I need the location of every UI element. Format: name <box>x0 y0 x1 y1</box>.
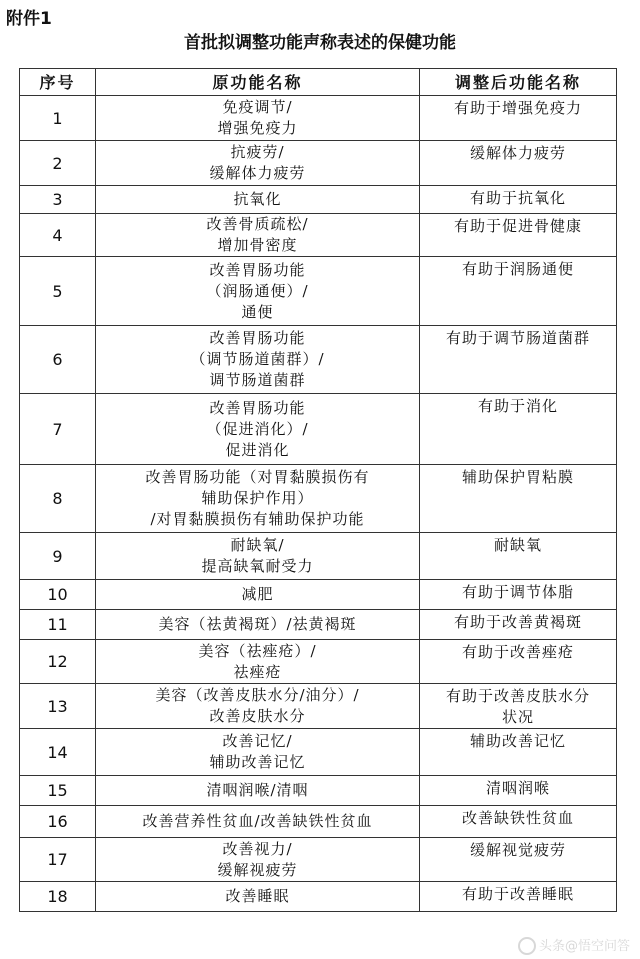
adjusted-function-cell <box>420 684 617 729</box>
original-function-cell <box>96 776 420 806</box>
adjusted-function-line: 耐缺氧 <box>493 536 542 554</box>
table-row <box>20 394 617 465</box>
row-number: 5 <box>20 257 96 326</box>
row-number: 14 <box>20 729 96 776</box>
adjusted-function-line: 有助于改善黄褐斑 <box>453 613 582 631</box>
original-function-line: 调节肠道菌群 <box>209 371 306 389</box>
adjusted-function-line: 有助于促进骨健康 <box>453 217 582 235</box>
adjusted-function-line: 有助于改善痤疮 <box>461 643 574 661</box>
attachment-label: 附件1 <box>6 9 52 29</box>
table-row <box>20 729 617 776</box>
table-row <box>20 684 617 729</box>
original-function-cell <box>96 257 420 326</box>
row-number: 6 <box>20 326 96 394</box>
original-function-cell <box>96 533 420 580</box>
original-function-line: 改善记忆/ <box>222 732 293 750</box>
row-number: 16 <box>20 806 96 838</box>
original-function-cell <box>96 684 420 729</box>
table-row <box>20 141 617 186</box>
original-function-line: （润肠通便）/ <box>206 281 309 300</box>
adjusted-function-cell <box>420 257 617 326</box>
original-function-cell <box>96 882 420 912</box>
original-function-line: 免疫调节/ <box>222 98 293 116</box>
table-row <box>20 838 617 882</box>
table-body <box>20 96 617 912</box>
adjusted-function-cell <box>420 729 617 776</box>
adjusted-function-line: 有助于消化 <box>477 397 558 415</box>
original-function-cell <box>96 394 420 465</box>
adjusted-function-line: 有助于抗氧化 <box>469 189 566 207</box>
adjusted-function-cell <box>420 326 617 394</box>
adjusted-function-cell <box>420 96 617 141</box>
original-function-cell <box>96 465 420 533</box>
original-function-line: 改善胃肠功能 <box>209 329 306 347</box>
adjusted-function-cell <box>420 465 617 533</box>
adjusted-function-cell <box>420 610 617 640</box>
adjusted-function-line: 缓解视觉疲劳 <box>469 841 566 859</box>
adjusted-function-line: 有助于润肠通便 <box>461 260 574 278</box>
row-number: 10 <box>20 580 96 610</box>
row-number: 2 <box>20 141 96 186</box>
adjusted-function-cell <box>420 640 617 684</box>
original-function-line: 改善胃肠功能（对胃黏膜损伤有 <box>145 468 370 486</box>
original-function-line: 美容（祛痤疮）/ <box>198 641 317 660</box>
adjusted-function-line: 缓解体力疲劳 <box>469 144 566 162</box>
table-row <box>20 96 617 141</box>
row-number: 4 <box>20 214 96 257</box>
original-function-cell <box>96 141 420 186</box>
adjusted-function-line: 状况 <box>501 708 534 726</box>
original-function-line: 清咽润喉/清咽 <box>206 781 309 799</box>
row-number: 8 <box>20 465 96 533</box>
adjusted-function-cell <box>420 838 617 882</box>
adjusted-function-cell <box>420 882 617 912</box>
watermark-logo-icon <box>518 937 536 955</box>
original-function-line: 耐缺氧/ <box>230 536 285 554</box>
adjusted-function-line: 辅助改善记忆 <box>469 732 566 750</box>
original-function-cell <box>96 610 420 640</box>
original-function-cell <box>96 326 420 394</box>
table-row <box>20 257 617 326</box>
original-function-line: 减肥 <box>241 585 274 603</box>
original-function-line: 提高缺氧耐受力 <box>201 557 314 575</box>
adjusted-function-line: 有助于增强免疫力 <box>453 99 582 117</box>
adjusted-function-cell <box>420 214 617 257</box>
table-row <box>20 533 617 580</box>
table-row <box>20 640 617 684</box>
original-function-line: 美容（改善皮肤水分/油分）/ <box>155 686 360 704</box>
row-number: 1 <box>20 96 96 141</box>
table-row <box>20 580 617 610</box>
watermark <box>518 935 630 956</box>
row-number: 15 <box>20 776 96 806</box>
watermark-text: 头条@悟空问答 <box>538 938 630 954</box>
original-function-line: 改善骨质疏松/ <box>206 215 309 233</box>
original-function-line: （促进消化）/ <box>206 419 309 438</box>
original-function-cell <box>96 214 420 257</box>
adjusted-function-line: 清咽润喉 <box>485 779 550 797</box>
original-function-line: /对胃黏膜损伤有辅助保护功能 <box>150 510 365 528</box>
original-function-line: 缓解视疲劳 <box>217 860 298 879</box>
table-row <box>20 776 617 806</box>
original-function-line: 改善胃肠功能 <box>209 260 306 279</box>
original-function-line: 增强免疫力 <box>217 119 298 137</box>
header-adjusted: 调整后功能名称 <box>420 69 617 96</box>
page-title: 首批拟调整功能声称表述的保健功能 <box>184 33 456 53</box>
original-function-cell <box>96 96 420 141</box>
row-number: 17 <box>20 838 96 882</box>
adjusted-function-cell <box>420 186 617 214</box>
original-function-line: 改善营养性贫血/改善缺铁性贫血 <box>142 812 373 830</box>
adjusted-function-line: 有助于调节肠道菌群 <box>445 329 590 347</box>
health-function-table <box>19 68 617 912</box>
adjusted-function-line: 改善缺铁性贫血 <box>461 809 574 827</box>
header-no: 序号 <box>20 69 96 96</box>
original-function-line: 缓解体力疲劳 <box>209 164 306 182</box>
row-number: 13 <box>20 684 96 729</box>
header-original: 原功能名称 <box>96 69 420 96</box>
adjusted-function-cell <box>420 776 617 806</box>
table-row <box>20 186 617 214</box>
original-function-line: 增加骨密度 <box>217 236 298 254</box>
original-function-cell <box>96 806 420 838</box>
table-header-row <box>20 69 617 96</box>
original-function-line: 辅助保护作用） <box>201 489 314 507</box>
original-function-line: 改善视力/ <box>222 839 293 858</box>
adjusted-function-cell <box>420 141 617 186</box>
original-function-line: 改善胃肠功能 <box>209 398 306 417</box>
original-function-line: 改善皮肤水分 <box>209 707 306 725</box>
original-function-cell <box>96 580 420 610</box>
original-function-line: 辅助改善记忆 <box>209 753 306 771</box>
adjusted-function-cell <box>420 806 617 838</box>
table-row <box>20 610 617 640</box>
original-function-line: 通便 <box>241 302 274 321</box>
row-number: 18 <box>20 882 96 912</box>
table-row <box>20 326 617 394</box>
original-function-line: （调节肠道菌群）/ <box>190 350 325 368</box>
adjusted-function-cell <box>420 394 617 465</box>
original-function-line: 抗氧化 <box>233 190 282 208</box>
original-function-cell <box>96 640 420 684</box>
original-function-line: 祛痤疮 <box>233 662 282 681</box>
adjusted-function-cell <box>420 533 617 580</box>
table-row <box>20 806 617 838</box>
row-number: 11 <box>20 610 96 640</box>
table-row <box>20 214 617 257</box>
original-function-line: 促进消化 <box>225 440 290 459</box>
adjusted-function-line: 辅助保护胃粘膜 <box>461 468 574 486</box>
original-function-cell <box>96 838 420 882</box>
original-function-line: 改善睡眠 <box>225 887 290 905</box>
table-row <box>20 465 617 533</box>
adjusted-function-line: 有助于改善皮肤水分 <box>445 687 590 705</box>
row-number: 3 <box>20 186 96 214</box>
original-function-line: 抗疲劳/ <box>230 143 285 161</box>
table-row <box>20 882 617 912</box>
row-number: 7 <box>20 394 96 465</box>
original-function-cell <box>96 729 420 776</box>
original-function-line: 美容（祛黄褐斑）/祛黄褐斑 <box>158 615 357 633</box>
row-number: 9 <box>20 533 96 580</box>
adjusted-function-line: 有助于改善睡眠 <box>461 885 574 903</box>
adjusted-function-cell <box>420 580 617 610</box>
adjusted-function-line: 有助于调节体脂 <box>461 583 574 601</box>
row-number: 12 <box>20 640 96 684</box>
original-function-cell <box>96 186 420 214</box>
